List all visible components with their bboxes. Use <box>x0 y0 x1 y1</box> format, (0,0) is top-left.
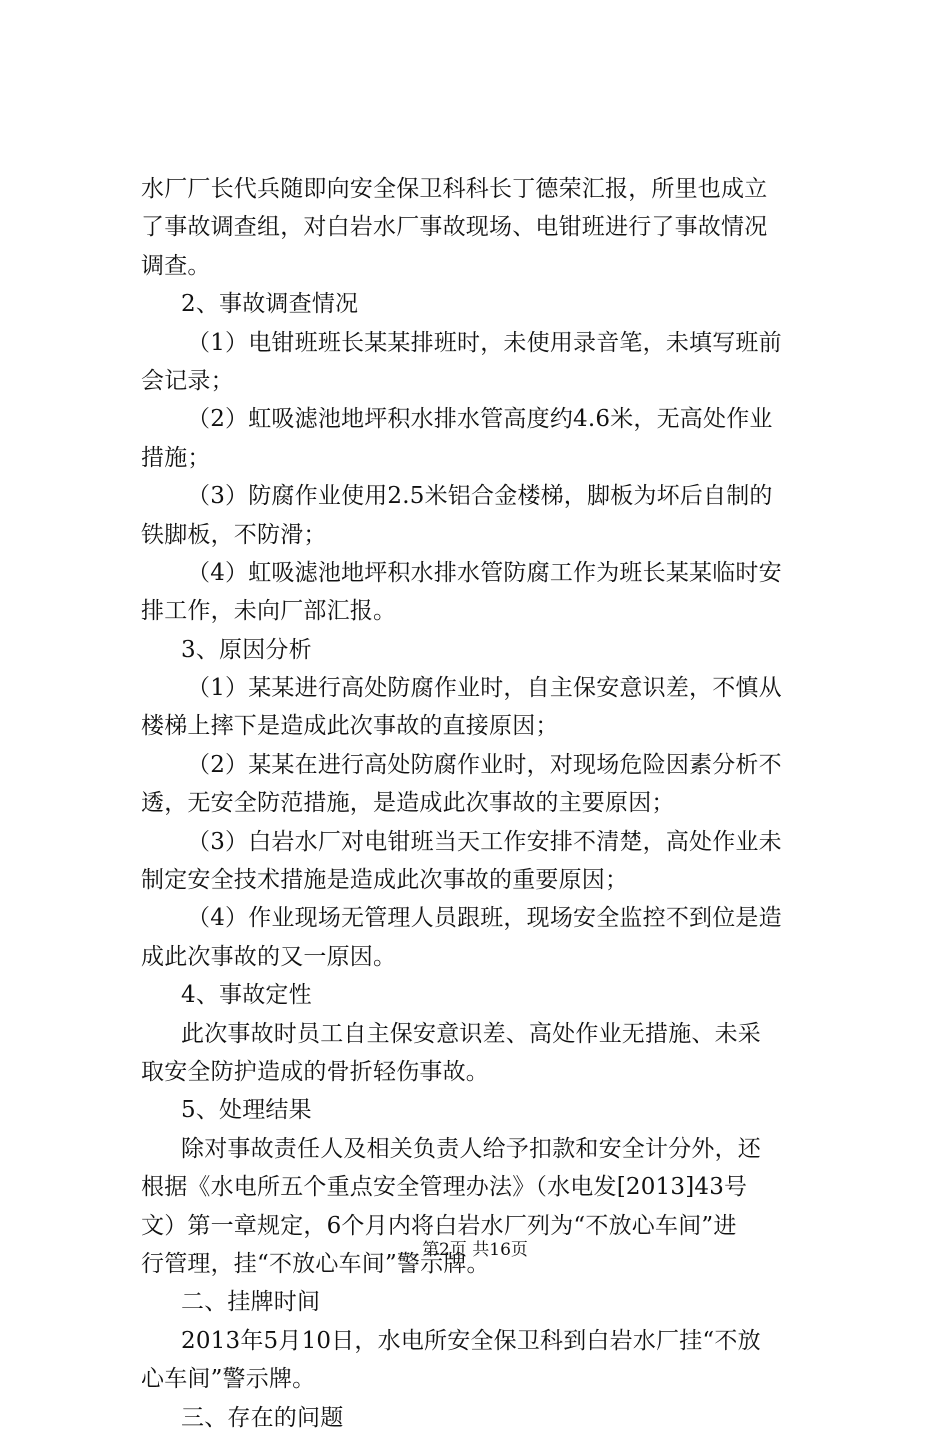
text-line: （3）防腐作业使用2.5米铝合金楼梯，脚板为坏后自制的 <box>187 483 773 510</box>
text-line: （4）作业现场无管理人员跟班，现场安全监控不到位是造 <box>187 905 782 932</box>
page-number-footer: 第2页 共16页 <box>422 1240 528 1260</box>
text-line: 排工作，未向厂部汇报。 <box>141 598 397 625</box>
text-line: 铁脚板，不防滑； <box>141 521 327 548</box>
text-line: 除对事故责任人及相关负责人给予扣款和安全计分外，还 <box>181 1135 761 1162</box>
text-line: 透，无安全防范措施，是造成此次事故的主要原因； <box>141 790 675 817</box>
text-line: 会记录； <box>141 367 234 394</box>
text-line: 调查。 <box>141 252 211 279</box>
text-line: （4）虹吸滤池地坪积水排水管防腐工作为班长某某临时安 <box>187 559 782 586</box>
text-line: 制定安全技术措施是造成此次事故的重要原因； <box>141 867 629 894</box>
text-line: 楼梯上摔下是造成此次事故的直接原因； <box>141 713 559 740</box>
text-line: 成此次事故的又一原因。 <box>141 943 397 970</box>
section-heading: 4、事故定性 <box>181 982 312 1009</box>
text-line: 根据《水电所五个重点安全管理办法》（水电发[2013]43号 <box>141 1174 748 1201</box>
text-line: 文）第一章规定，6个月内将白岩水厂列为“不放心车间”进 <box>141 1212 737 1239</box>
section-heading: 5、处理结果 <box>181 1097 312 1124</box>
text-line: （1）电钳班班长某某排班时，未使用录音笔，未填写班前 <box>187 329 782 356</box>
text-line: 措施； <box>141 444 211 471</box>
text-line: （2）虹吸滤池地坪积水排水管高度约4.6米，无高处作业 <box>187 406 773 433</box>
section-heading: 3、原因分析 <box>181 636 312 663</box>
text-line: （2）某某在进行高处防腐作业时，对现场危险因素分析不 <box>187 751 782 778</box>
text-line: 行管理，挂“不放心车间”警示牌。 <box>141 1250 490 1277</box>
section-heading: 二、挂牌时间 <box>181 1289 321 1316</box>
text-line: （1）某某进行高处防腐作业时，自主保安意识差，不慎从 <box>187 675 782 702</box>
text-line: 此次事故时员工自主保安意识差、高处作业无措施、未采 <box>181 1020 761 1047</box>
text-line: 心车间”警示牌。 <box>141 1366 316 1393</box>
text-line: （3）白岩水厂对电钳班当天工作安排不清楚，高处作业未 <box>187 828 782 855</box>
section-heading: 三、存在的问题 <box>181 1404 344 1431</box>
section-heading: 2、事故调查情况 <box>181 291 359 318</box>
text-line: 2013年5月10日，水电所安全保卫科到白岩水厂挂“不放 <box>181 1327 761 1354</box>
text-line: 取安全防护造成的骨折轻伤事故。 <box>141 1058 489 1085</box>
text-line: 水厂厂长代兵随即向安全保卫科科长丁德荣汇报，所里也成立 <box>141 176 768 202</box>
text-line: 了事故调查组，对白岩水厂事故现场、电钳班进行了事故情况 <box>141 214 768 241</box>
